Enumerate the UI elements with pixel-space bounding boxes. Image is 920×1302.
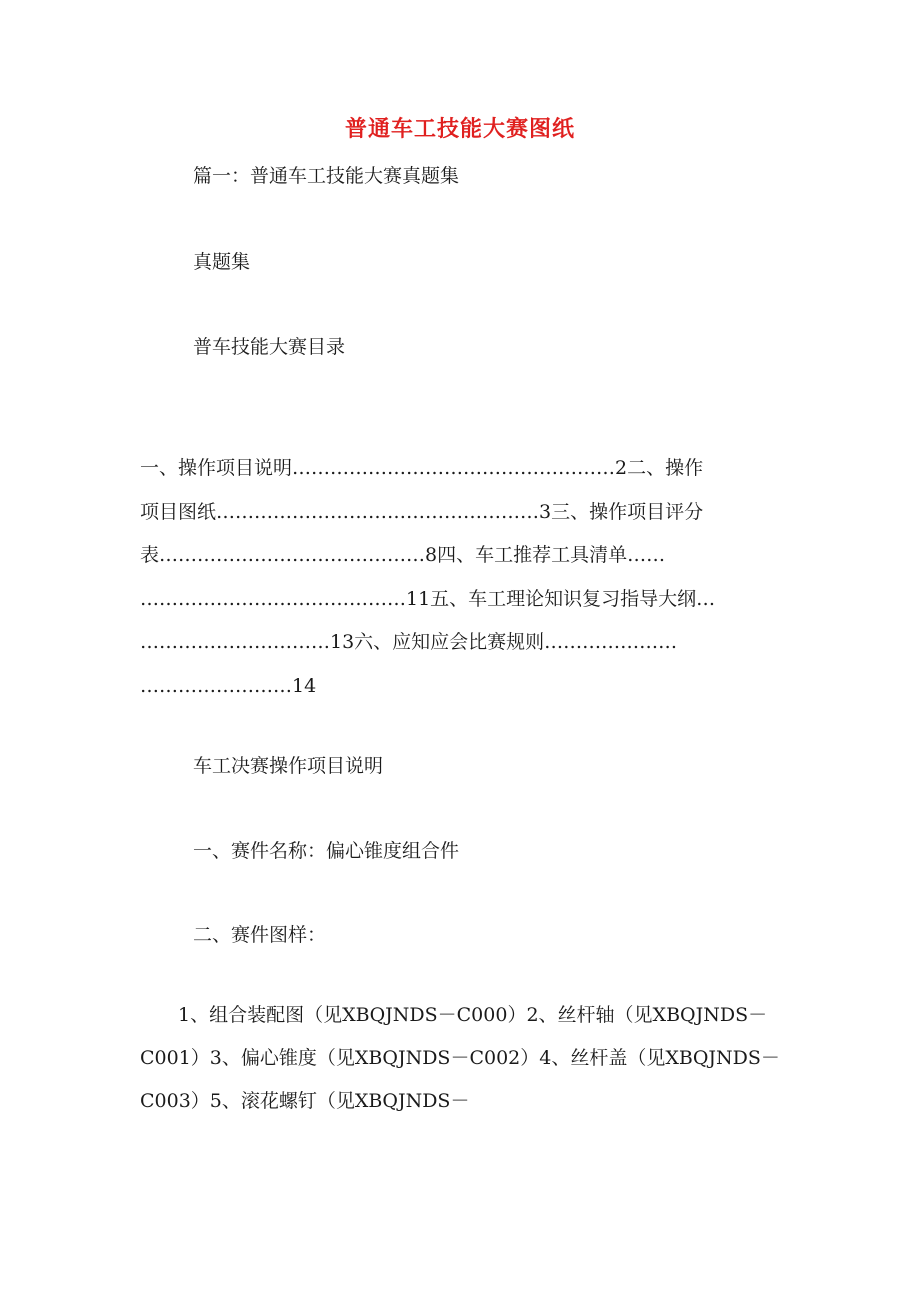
toc-line: ……………………………………11五、车工理论知识复习指导大纲… [140,587,716,610]
section-heading: 篇一：普通车工技能大赛真题集 [193,165,460,187]
toc-line: 项目图纸……………………………………………3三、操作项目评分 [140,500,704,523]
drawing-list-line: C001）3、偏心锥度（见XBQJNDS－C002）4、丝杆盖（见XBQJNDS－ [140,1047,780,1069]
drawing-list [140,994,785,1123]
drawing-list-line: C003）5、滚花螺钉（见XBQJNDS－ [140,1090,470,1112]
toc-line: ……………………14 [140,674,317,697]
section-heading: 车工决赛操作项目说明 [193,755,384,777]
paragraph: 二、赛件图样： [193,924,327,946]
drawing-list-line: 1、组合装配图（见XBQJNDS－C000）2、丝杆轴（见XBQJNDS－ [140,1004,768,1026]
toc-line: 表……………………………………8四、车工推荐工具清单…… [140,544,666,566]
table-of-contents [140,447,785,708]
paragraph: 一、赛件名称：偏心锥度组合件 [193,840,460,862]
toc-heading: 普车技能大赛目录 [193,336,346,358]
paragraph: 真题集 [193,251,251,273]
toc-line: …………………………13六、应知应会比赛规则………………… [140,631,678,653]
toc-line: 一、操作项目说明……………………………………………2二、操作 [140,457,704,479]
document-title: 普通车工技能大赛图纸 [344,116,575,142]
